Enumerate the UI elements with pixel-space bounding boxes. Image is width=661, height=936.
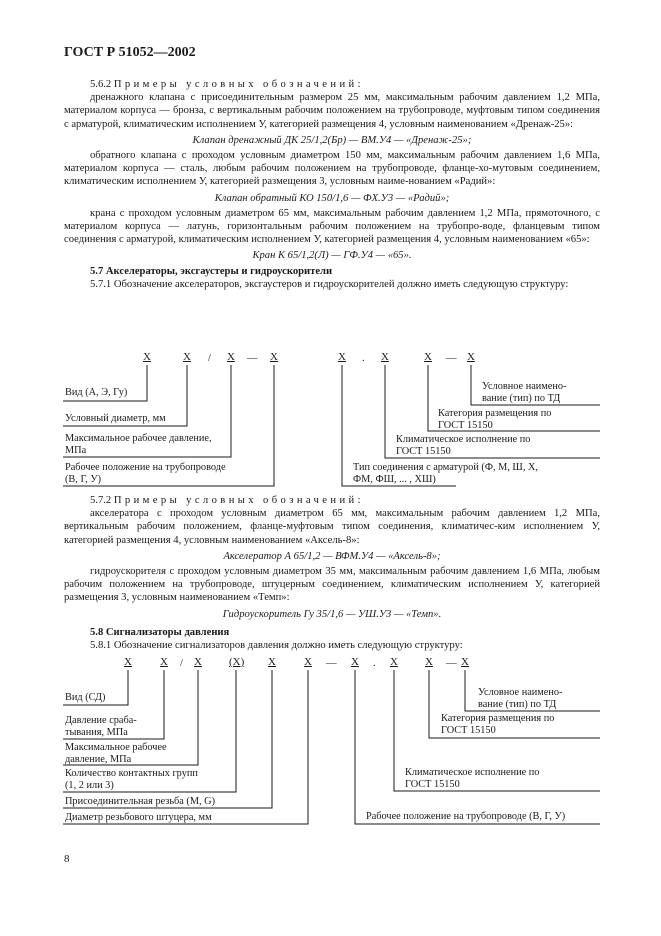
leader-line xyxy=(394,670,600,791)
label-climate: Климатическое исполнение по xyxy=(396,434,531,445)
document-header: ГОСТ Р 51052—2002 xyxy=(64,45,196,60)
label-position-values: (В, Г, У) xyxy=(65,474,102,485)
paragraph: 5.7.1 Обозначение акселераторов, эксгаустеров и гидроускорителей должно иметь следующую структуру: xyxy=(90,278,569,290)
label-pressure-unit: МПа xyxy=(65,445,87,456)
label-name-cont: вание (тип) по ТД xyxy=(478,699,557,710)
label-contact-groups-values: (1, 2 или 3) xyxy=(65,780,114,791)
placeholder-x: Х xyxy=(227,351,235,363)
leader-line xyxy=(428,365,600,431)
placeholder-x: Х xyxy=(194,656,202,668)
placeholder-x: Х xyxy=(467,351,475,363)
dash-symbol: — xyxy=(446,658,457,669)
placeholder-x: Х xyxy=(461,656,469,668)
placeholder-x: Х xyxy=(338,351,346,363)
placeholder-x: Х xyxy=(425,656,433,668)
label-name: Условное наимено- xyxy=(478,687,563,698)
label-name: Условное наимено- xyxy=(482,381,567,392)
paragraph: обратного клапана с проходом условным диаметром 150 мм, максимальным рабочим давлением 1,6 МПа, материалом корпуса — сталь, любым рабочим положением на трубопроводе, фланце-хо-мутовым соединением, климатическим исполнением У, категорией размещения 3, условным наиме-нованием «Радий»: xyxy=(64,150,600,188)
label-max-pressure: Максимальное рабочее xyxy=(65,742,167,753)
placeholder-x: Х xyxy=(160,656,168,668)
label-thread: Присоединительная резьба (М, G) xyxy=(65,796,216,807)
formula-example: Клапан обратный КО 150/1,6 — ФХ.У3 — «Радий»; xyxy=(214,192,450,204)
leader-line xyxy=(63,365,187,426)
leader-line xyxy=(63,365,147,401)
dot-symbol: . xyxy=(362,353,365,364)
label-trigger-pressure-cont: тывания, МПа xyxy=(65,727,128,738)
label-climate-std: ГОСТ 15150 xyxy=(405,779,460,790)
placeholder-x: Х xyxy=(143,351,151,363)
label-contact-groups: Количество контактных групп xyxy=(65,768,198,779)
leader-line xyxy=(63,670,198,765)
leader-line xyxy=(63,670,308,824)
formula-example: Клапан дренажный ДК 25/1,2(Бр) — ВМ.У4 — «Дренаж-25»; xyxy=(192,134,472,146)
placeholder-x: Х xyxy=(124,656,132,668)
paragraph: крана с проходом условным диаметром 65 мм, максимальным рабочим давлением 1,2 МПа, прямоточного, с материалом корпуса — латунь, горизонтальным рабочим положением на трубопро-воде, фланцевым типом соединения с арматурой, климатическим исполнением У, категорией размещения 4, условным наименованием «65»: xyxy=(64,207,600,246)
formula-example: Акселератор А 65/1,2 — ВФМ.У4 — «Аксель-8»; xyxy=(223,550,441,562)
paragraph: 5.8.1 Обозначение сигнализаторов давления должно иметь следующую структуру: xyxy=(90,640,463,652)
dash-symbol: — xyxy=(247,353,258,364)
dash-symbol: — xyxy=(446,353,457,364)
placeholder-x: Х xyxy=(268,656,276,668)
placeholder-x-optional: (Х) xyxy=(229,656,245,668)
leader-line xyxy=(63,670,128,705)
placeholder-x: Х xyxy=(270,351,278,363)
label-climate-std: ГОСТ 15150 xyxy=(396,446,451,457)
placeholder-x: Х xyxy=(424,351,432,363)
placeholder-x: Х xyxy=(390,656,398,668)
section-title: 5.7 Акселераторы, эксгаустеры и гидроускорители xyxy=(90,265,333,277)
section-title: 5.8 Сигнализаторы давления xyxy=(90,626,230,638)
slash-symbol: / xyxy=(208,353,211,364)
paragraph: гидроускорителя с проходом условным диаметром 35 мм, максимальным рабочим давлением 1,6 МПа, любым рабочим положением на трубопроводе, штуцерным соединением, климатическим исполнением У, категорией размещения 3, условным наименованием «Темп»: xyxy=(64,566,600,604)
placeholder-x: Х xyxy=(351,656,359,668)
leader-line xyxy=(471,365,600,405)
label-working-position: Рабочее положение на трубопроводе (В, Г, У) xyxy=(366,811,566,822)
formula-example: Гидроускоритель Гу 35/1,6 — УШ.У3 — «Темп». xyxy=(222,608,442,620)
leader-line xyxy=(342,365,456,486)
label-type: Вид (СД) xyxy=(65,692,106,703)
label-type: Вид (А, Э, Гу) xyxy=(65,387,128,398)
label-category-std: ГОСТ 15150 xyxy=(441,725,496,736)
label-climate: Климатическое исполнение по xyxy=(405,767,540,778)
label-category: Категория размещения по xyxy=(438,408,552,419)
placeholder-x: Х xyxy=(183,351,191,363)
label-connection: Тип соединения с арматурой (Ф, М, Ш, Х, xyxy=(353,462,538,473)
label-trigger-pressure: Давление сраба- xyxy=(65,715,137,726)
placeholder-x: Х xyxy=(304,656,312,668)
leader-line xyxy=(465,670,600,711)
examples-heading: Примеры условных обозначений: xyxy=(113,79,364,90)
leader-line xyxy=(385,365,600,458)
label-pressure: Максимальное рабочее давление, xyxy=(65,433,212,444)
label-diameter: Условный диаметр, мм xyxy=(65,413,166,424)
leader-line xyxy=(63,670,236,792)
label-fitting-diameter: Диаметр резьбового штуцера, мм xyxy=(65,812,212,823)
leader-line xyxy=(429,670,600,738)
label-position: Рабочее положение на трубопроводе xyxy=(65,462,226,473)
page-number: 8 xyxy=(64,853,70,865)
heading-number: 5.7.2 xyxy=(90,495,112,506)
placeholder-x: Х xyxy=(381,351,389,363)
heading-number: 5.6.2 xyxy=(90,79,112,90)
dot-symbol: . xyxy=(373,658,376,669)
label-max-pressure-cont: давление, МПа xyxy=(65,754,132,765)
paragraph: дренажного клапана с присоединительным размером 25 мм, максимальным рабочим давлением 1,2 МПа, материалом корпуса — бронза, с вертикальным рабочим положением на трубопроводе, муфтовым типом соединения с арматурой, климатическим исполнением У, категорией размещения 4, условным наименованием «Дренаж-25»: xyxy=(64,92,600,130)
label-connection-values: ФМ, ФШ, ... , ХШ) xyxy=(353,474,436,485)
formula-example: Кран К 65/1,2(Л) — ГФ.У4 — «65». xyxy=(252,250,412,262)
dash-symbol: — xyxy=(326,658,337,669)
leader-line xyxy=(355,670,600,824)
label-category-std: ГОСТ 15150 xyxy=(438,420,493,431)
paragraph: акселератора с проходом условным диаметром 65 мм, максимальным рабочим давлением 1,2 МПа, вертикальным рабочим положением, фланце-муфтовым типом соединения, климатичес-ким исполнением У, категорией размещения 4, условным наименованием «Аксель-8»: xyxy=(64,508,600,546)
slash-symbol: / xyxy=(180,658,183,669)
label-name-cont: вание (тип) по ТД xyxy=(482,393,561,404)
examples-heading: Примеры условных обозначений: xyxy=(113,495,364,506)
label-category: Категория размещения по xyxy=(441,713,555,724)
